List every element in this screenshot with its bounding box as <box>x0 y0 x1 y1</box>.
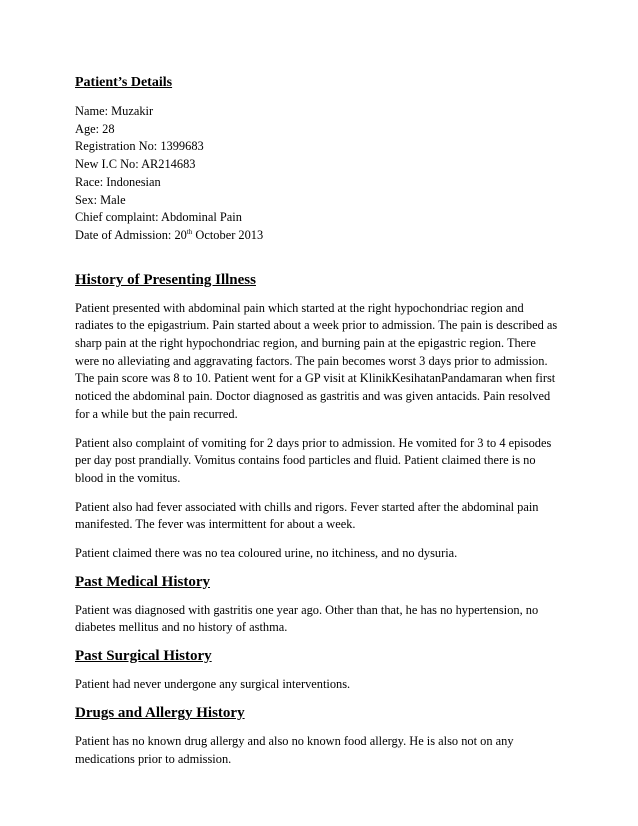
hpi-paragraph-3 <box>75 499 567 534</box>
admission-prefix: Date of Admission: 20 <box>75 227 187 242</box>
text-line: for a while but the pain recurred. <box>75 406 238 421</box>
patient-details-heading: Patient’s Details <box>75 75 173 90</box>
text-line: Patient had never undergone any surgical interventions. <box>75 677 351 692</box>
text-line: Patient has no known drug allergy and also no known food allergy. He is also not on any <box>75 733 514 748</box>
hpi-heading: History of Presenting Illness <box>75 271 256 288</box>
patient-name: Name: Muzakir <box>75 104 154 118</box>
hpi-paragraph-1 <box>75 300 567 424</box>
hpi-paragraph-4 <box>75 545 567 563</box>
text-line: Patient also complaint of vomiting for 2 days prior to admission. He vomited for 3 to 4 episodes <box>75 435 552 450</box>
text-line: radiates to the epigastrium. Pain started about a week prior to admission. The pain is described as <box>75 318 558 333</box>
patient-sex: Sex: Male <box>75 192 126 207</box>
patient-admission-date <box>75 227 567 245</box>
pmh-paragraph <box>75 602 567 637</box>
patient-race: Race: Indonesian <box>75 174 161 189</box>
psh-heading: Past Surgical History <box>75 648 212 665</box>
text-line: The pain score was 8 to 10. Patient went for a GP visit at KlinikKesihatanPandamaran when first <box>75 371 556 386</box>
patient-details-list <box>75 103 567 245</box>
document-content <box>75 74 567 768</box>
text-line: were no alleviating and aggravating factors. The pain becomes worst 3 days prior to admission. <box>75 353 548 368</box>
admission-suffix: October 2013 <box>192 227 264 242</box>
text-line: diabetes mellitus and no history of asthma. <box>75 620 288 635</box>
patient-ic: New I.C No: AR214683 <box>75 157 196 172</box>
text-line: per day post prandially. Vomitus contains food particles and fluid. Patient claimed there is no <box>75 453 536 468</box>
text-line: blood in the vomitus. <box>75 470 181 485</box>
text-line: noticed the abdominal pain. Doctor diagnosed as gastritis and was given antacids. Pain resolved <box>75 389 551 404</box>
text-line: Patient claimed there was no tea coloured urine, no itchiness, and no dysuria. <box>75 546 458 561</box>
text-line: Patient was diagnosed with gastritis one year ago. Other than that, he has no hypertension, no <box>75 602 539 617</box>
patient-registration: Registration No: 1399683 <box>75 139 204 154</box>
text-line: sharp pain at the right hypochondriac region, and burning pain at the epigastric region. There <box>75 336 536 351</box>
text-line: medications prior to admission. <box>75 751 232 766</box>
patient-age: Age: 28 <box>75 121 115 136</box>
text-line: Patient presented with abdominal pain which started at the right hypochondriac region and <box>75 300 524 315</box>
psh-paragraph <box>75 676 567 694</box>
text-line: Patient also had fever associated with chills and rigors. Fever started after the abdominal pain <box>75 499 539 514</box>
patient-complaint: Chief complaint: Abdominal Pain <box>75 210 242 225</box>
text-line: manifested. The fever was intermittent for about a week. <box>75 517 356 532</box>
dah-paragraph <box>75 733 567 768</box>
admission-sup: th <box>186 227 193 236</box>
dah-heading: Drugs and Allergy History <box>75 704 245 721</box>
pmh-heading: Past Medical History <box>75 573 210 590</box>
hpi-paragraph-2 <box>75 435 567 488</box>
